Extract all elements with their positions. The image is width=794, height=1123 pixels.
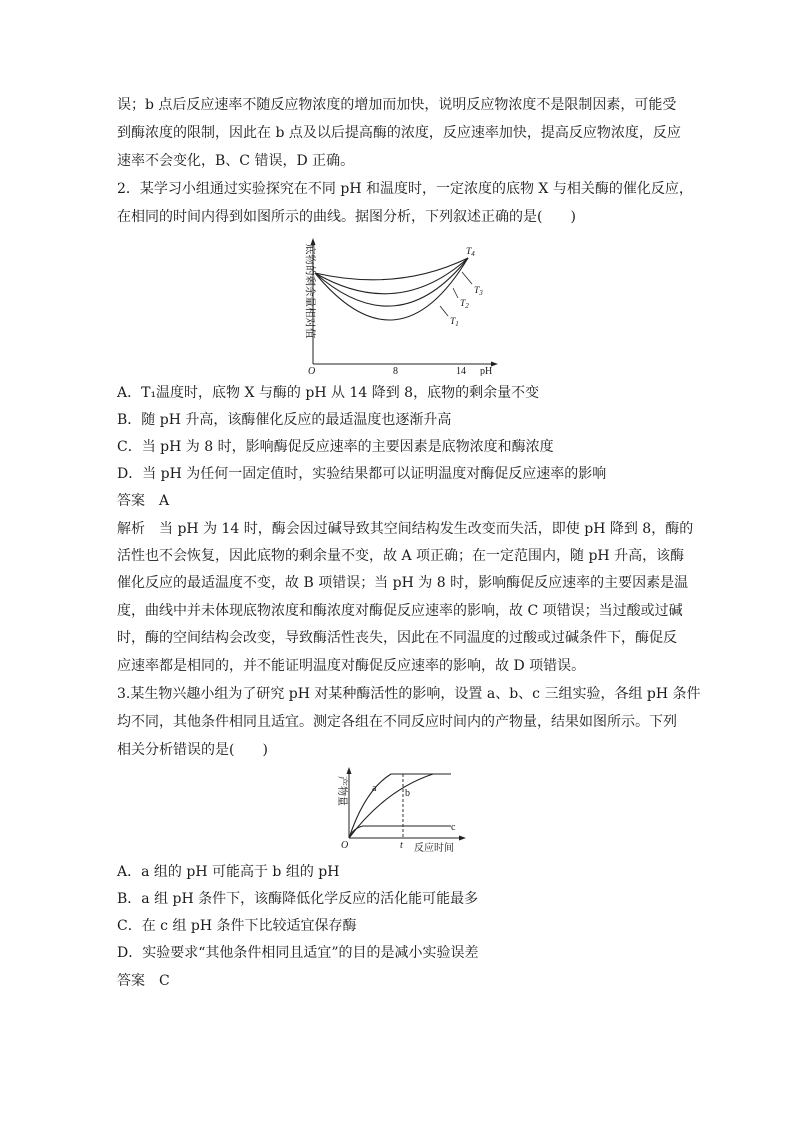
paragraph-line: 误；b 点后反应速率不随反应物浓度的增加而加快，说明反应物浓度不是限制因素，可能受 (117, 97, 677, 113)
option-a: A．a 组的 pH 可能高于 b 组的 pH (117, 864, 340, 880)
curve-c (349, 826, 451, 838)
origin-label: O (341, 840, 349, 851)
t-mark-label: t (400, 840, 403, 851)
curve-a (349, 774, 451, 838)
y-axis-label: 底物的剩余量相对值 (304, 244, 315, 339)
origin-label: O (308, 366, 316, 376)
curve-b (349, 774, 433, 838)
label-t4: $T_4$ (466, 247, 475, 258)
paragraph-line: 到酶浓度的限制，因此在 b 点及以后提高酶的浓度，反应速率加快，提高反应物浓度，反应 (117, 125, 681, 141)
answer: 答案 C (117, 973, 170, 989)
option-d: D．实验要求“其他条件相同且适宜”的目的是减小实验误差 (117, 945, 479, 961)
label-t1: $T_1$ (450, 317, 459, 328)
leader-t3 (462, 272, 472, 284)
x-tick-8: 8 (393, 366, 398, 376)
question-2-stem: 2．某学习小组通过实验探究在不同 pH 和温度时，一定浓度的底物 X 与相关酶的催化反应， (117, 181, 693, 197)
question-2-stem: 在相同的时间内得到如图所示的曲线。据图分析，下列叙述正确的是( ) (117, 209, 576, 225)
y-axis-label: 产物量 (336, 776, 347, 806)
curve-t4 (315, 258, 468, 280)
label-t3: $T_3$ (474, 286, 483, 297)
x-axis-label: pH (480, 366, 493, 376)
label-c: c (451, 822, 456, 833)
leader-t2 (453, 288, 458, 298)
x-axis-label: 反应时间 (414, 843, 454, 854)
explanation-line: 时，酶的空间结构会改变，导致酶活性丧失，因此在不同温度的过酸或过碱条件下，酶促反 (117, 630, 677, 646)
option-d: D．当 pH 为任何一固定值时，实验结果都可以证明温度对酶促反应速率的影响 (117, 466, 607, 482)
question-3-stem: 相关分析错误的是( ) (117, 742, 268, 758)
figure-product-vs-time (333, 766, 473, 856)
question-3-stem: 3.某生物兴趣小组为了研究 pH 对某种酶活性的影响，设置 a、b、c 三组实验，各组 pH 条件 (117, 686, 701, 702)
figure-substrate-vs-ph (290, 236, 505, 376)
leader-t1 (440, 306, 448, 316)
explanation-line: 催化反应的最适温度不变，故 B 项错误；当 pH 为 8 时，影响酶促反应速率的主要因素是温 (117, 575, 689, 591)
curve-t3 (315, 258, 468, 294)
option-b: B．随 pH 升高，该酶催化反应的最适温度也逐渐升高 (117, 412, 452, 428)
x-axis-arrow (459, 836, 466, 841)
option-b: B．a 组 pH 条件下，该酶降低化学反应的活化能可能最多 (117, 891, 479, 907)
label-a: a (372, 783, 377, 794)
y-axis-arrow (347, 767, 352, 774)
paragraph-line: 速率不会变化，B、C 错误，D 正确。 (117, 153, 355, 169)
option-c: C．当 pH 为 8 时，影响酶促反应速率的主要因素是底物浓度和酶浓度 (117, 439, 554, 455)
answer: 答案 A (117, 493, 170, 509)
curve-t2 (315, 258, 468, 306)
question-3-stem: 均不同，其他条件相同且适宜。测定各组在不同反应时间内的产物量，结果如图所示。下列 (117, 714, 677, 730)
explanation-line: 度，曲线中并未体现底物浓度和酶浓度对酶促反应速率的影响，故 C 项错误；当过酸或过碱 (117, 603, 683, 619)
x-tick-14: 14 (456, 366, 466, 376)
option-a: A．T₁温度时，底物 X 与酶的 pH 从 14 降到 8，底物的剩余量不变 (117, 385, 540, 401)
option-c: C．在 c 组 pH 条件下比较适宜保存酶 (117, 918, 357, 934)
explanation-line: 活性也不会恢复，因此底物的剩余量不变，故 A 项正确；在一定范围内，随 pH 升高，该酶 (117, 548, 685, 564)
explanation-line: 解析 当 pH 为 14 时，酶会因过碱导致其空间结构发生改变而失活，即使 pH 降到 8，酶的 (117, 521, 694, 537)
label-t2: $T_2$ (460, 299, 469, 310)
explanation-line: 应速率都是相同的，并不能证明温度对酶促反应速率的影响，故 D 项错误。 (117, 658, 586, 674)
label-b: b (405, 788, 410, 799)
